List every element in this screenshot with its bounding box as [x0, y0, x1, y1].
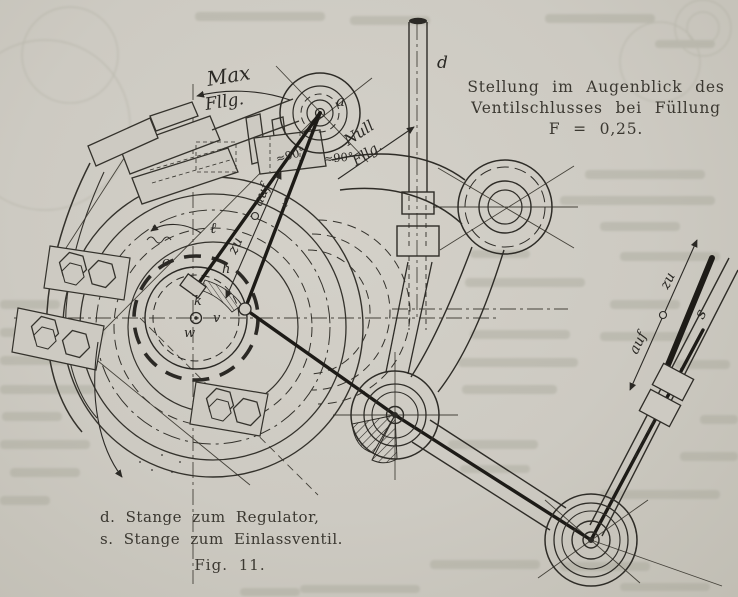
max-filling-label-1: Max — [205, 60, 252, 91]
rod-cap — [409, 18, 427, 24]
max-filling-label-2: Fllg. — [203, 89, 246, 115]
link-close-label: zu — [225, 235, 247, 257]
right-arm-eye — [332, 154, 552, 392]
caption-line-1: d. Stange zum Regulator, — [100, 508, 320, 526]
figure-number: Fig. 11. — [194, 556, 266, 574]
rod-open-label: auf — [626, 329, 651, 357]
caption-line-2: s. Stange zum Einlassventil. — [100, 530, 343, 548]
rod-end-joint — [545, 494, 637, 586]
rod-close-label: zu — [657, 269, 679, 292]
label-v: v — [213, 311, 221, 326]
label-c: c — [162, 255, 170, 270]
angle-label-left: ≈90° — [273, 144, 307, 166]
main-lever — [395, 415, 591, 540]
position-note — [458, 77, 734, 140]
label-k: k — [194, 294, 202, 309]
label-h: h — [222, 262, 231, 277]
link-l-upper-label: ℓ — [282, 193, 289, 211]
angle-label-right: ≈90° — [323, 149, 355, 166]
note-line-2: Ventilschlusses bei Füllung — [471, 99, 721, 117]
rod-s-label: s — [689, 305, 711, 322]
disc-a-label: a — [336, 92, 345, 110]
link-open-label: auf — [250, 181, 274, 209]
shaft-centre-pin — [194, 316, 198, 320]
label-w: w — [184, 326, 196, 341]
note-line-3: F = 0,25. — [548, 120, 644, 138]
link-l-lower-label: ℓ — [210, 219, 217, 237]
null-filling-label-2: Fllg. — [349, 138, 386, 170]
rod-d-label: d — [437, 53, 448, 73]
figure-caption — [100, 506, 360, 576]
note-line-1: Stellung im Augenblick des — [467, 78, 725, 96]
cam-follower-hatch — [200, 280, 242, 312]
lower-pivot — [351, 262, 566, 530]
null-filling-label-1: Null — [340, 116, 378, 150]
rotation-arrow-small — [151, 224, 201, 233]
valve-rod-core — [591, 330, 703, 540]
